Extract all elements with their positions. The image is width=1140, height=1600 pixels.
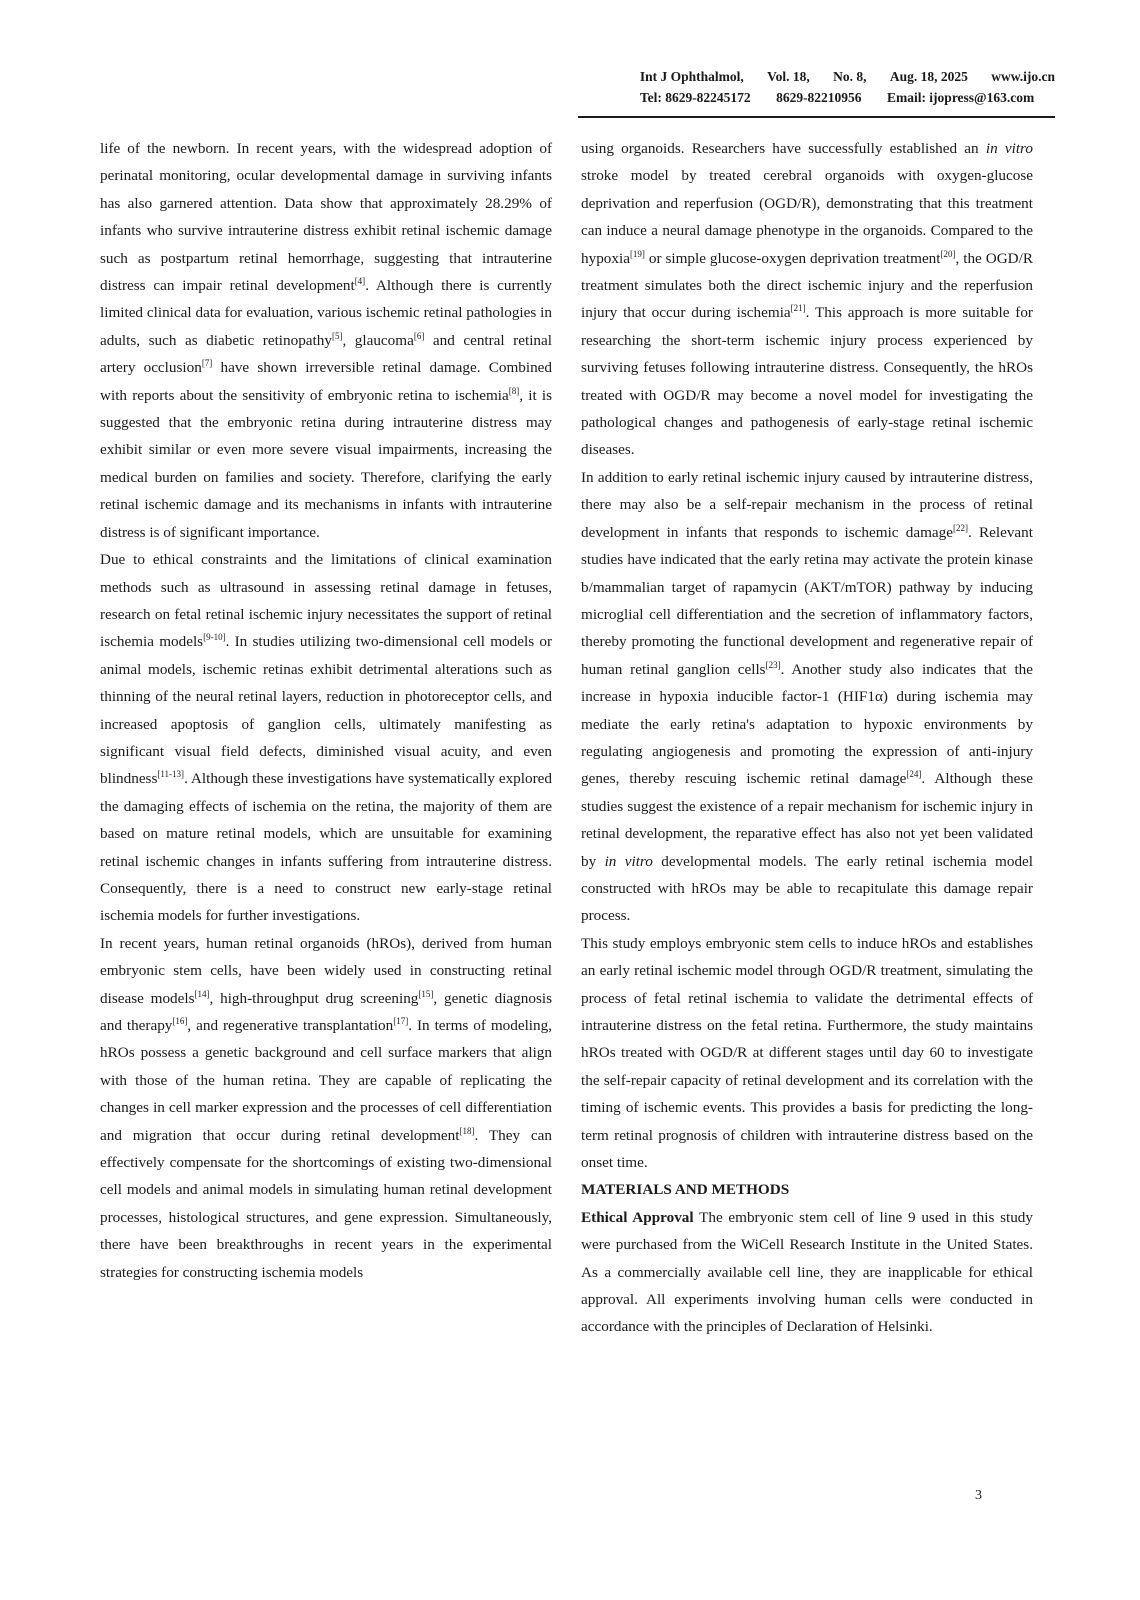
- header-contact-line: [640, 87, 1055, 108]
- text: . They can effectively compensate for the shortcomings of existing two-dimensional cell models and animal models in simulating human retinal development processes, histological structures, and gene expression. Simultaneously, there have been breakthroughs in recent years in the experimental strategies for constructing ischemia models: [100, 1126, 552, 1281]
- citation: [24]: [906, 769, 922, 780]
- text: . Although these investigations have systematically explored the damaging effects of ischemia on the retina, the majority of them are based on mature retinal models, which are unsuitable for examining retinal ischemic changes in infants suffering from intrauterine distress. Consequently, there is a need to construct new early-stage retinal ischemia models for further investigations.: [100, 770, 552, 925]
- text: In recent years, human retinal organoids (hROs), derived from human embryonic stem cells, have been widely used in constructing retinal disease models: [100, 934, 552, 1007]
- text: In addition to early retinal ischemic injury caused by intrauterine distress, there may also be a self-repair mechanism in the process of retinal development in infants that responds to ischemic damage: [581, 468, 1033, 541]
- text: . Although there is currently limited clinical data for evaluation, various ischemic retinal pathologies in adults, such as diabetic retinopathy: [100, 277, 552, 349]
- text: , and regenerative transplantation: [187, 1017, 394, 1034]
- italic-term: in vitro: [985, 140, 1033, 157]
- paragraph: [581, 1204, 1033, 1341]
- citation: [20]: [940, 248, 956, 259]
- paragraph: [100, 135, 552, 546]
- text: have shown irreversible retinal damage. Combined with reports about the sensitivity of embryonic retina to ischemia: [100, 359, 552, 404]
- subsection-heading: Ethical Approval: [581, 1208, 694, 1226]
- journal-name: Int J Ophthalmol,: [639, 69, 744, 84]
- section-heading: MATERIALS AND METHODS: [581, 1181, 790, 1199]
- citation: [18]: [459, 1125, 475, 1136]
- issue-date: Aug. 18, 2025: [889, 69, 968, 84]
- citation: [7]: [201, 358, 213, 369]
- text: life of the newborn. In recent years, with the widespread adoption of perinatal monitoring, ocular developmental damage in surviving infants has also garnered attention. Data show that approximately 28.29% of infants who survive intrauterine distress exhibit retinal ischemic damage such as postpartum retinal hemorrhage, suggesting that intrauterine distress can impair retinal development: [100, 140, 552, 295]
- text: , high-throughput drug screening: [209, 989, 419, 1007]
- paragraph: [100, 546, 552, 930]
- text: . In studies utilizing two-dimensional cell models or animal models, ischemic retinas exhibit detrimental alterations such as thinning of the neural retinal layers, reduction in photoreceptor cells, and increased apoptosis of ganglion cells, ultimately manifesting as significant visual field defects, diminished visual acuity, and even blindness: [100, 633, 552, 788]
- text: . Relevant studies have indicated that the early retina may activate the protein kinase b/mammalian target of rapamycin (AKT/mTOR) pathway by inducing microglial cell differentiation and the secretion of inflammatory factors, thereby promoting the functional development and regenerative repair of human retinal ganglion cells: [581, 523, 1033, 678]
- paragraph: [581, 135, 1033, 464]
- citation: [16]: [172, 1016, 188, 1026]
- text: or simple glucose-oxygen deprivation treatment: [644, 249, 941, 267]
- citation: [19]: [629, 248, 645, 259]
- citation: [11-13]: [157, 769, 185, 780]
- paragraph: This study employs embryonic stem cells to induce hROs and establishes an early retinal ischemic model through OGD/R treatment, simulating the process of fetal retinal ischemia to validate the detrimental effects of intrauterine distress on the fetal retina. Furthermore, the study maintains hROs treated with OGD/R at different stages until day 60 to investigate the self-repair capacity of retinal development and its correlation with the timing of ischemic events. This provides a basis for predicting the long-term retinal prognosis of children with intrauterine distress based on the onset time.: [581, 934, 1033, 1172]
- text: , glaucoma: [342, 331, 414, 349]
- citation: [21]: [790, 303, 806, 314]
- citation: [22]: [952, 522, 968, 533]
- text: and central retinal artery occlusion: [100, 331, 552, 377]
- telephone-2: 8629-82210956: [776, 90, 862, 105]
- citation: [9-10]: [203, 632, 226, 643]
- citation: [15]: [418, 988, 434, 999]
- telephone: Tel: 8629-82245172: [639, 90, 751, 105]
- left-column: [100, 135, 552, 1286]
- text: , genetic diagnosis and therapy: [100, 989, 552, 1034]
- issue: No. 8,: [833, 69, 867, 84]
- text: The embryonic stem cell of line 9 used in this study were purchased from the WiCell Research Institute in the United States. As a commercially available cell line, they are inapplicable for ethical approval. All experiments involving human cells were conducted in accordance with the principles of Declaration of Helsinki.: [581, 1208, 1033, 1336]
- page-number: 3: [975, 1488, 982, 1503]
- citation: [6]: [413, 330, 425, 341]
- text: , the OGD/R treatment simulates both the direct ischemic injury and the reperfusion injury that occur during ischemia: [581, 249, 1033, 322]
- journal-website: www.ijo.cn: [991, 69, 1055, 84]
- citation: [17]: [393, 1016, 409, 1026]
- paragraph: [100, 930, 552, 1286]
- citation: [23]: [765, 659, 781, 670]
- citation: [4]: [354, 276, 366, 287]
- right-column: [581, 135, 1033, 1341]
- text: Due to ethical constraints and the limitations of clinical examination methods such as ultrasound in assessing retinal damage in fetuses, research on fetal retinal ischemic injury necessitates the support of retinal ischemia models: [100, 551, 552, 651]
- text: stroke model by treated cerebral organoids with oxygen-glucose deprivation and reperfusion (OGD/R), demonstrating that this treatment can induce a neural damage phenotype in the organoids. Compared to the hypoxia: [581, 167, 1033, 267]
- text: , it is suggested that the embryonic retina during intrauterine distress may exhibit similar or even more severe visual impairments, increasing the medical burden on families and society. Therefore, clarifying the early retinal ischemic damage and its mechanisms in infants with intrauterine distress is of significant importance.: [100, 386, 552, 541]
- citation: [5]: [331, 330, 343, 341]
- italic-term: in vitro: [604, 852, 653, 870]
- citation: [8]: [508, 385, 520, 396]
- citation: [14]: [194, 988, 210, 999]
- running-header: [640, 66, 1055, 108]
- text: . In terms of modeling, hROs possess a genetic background and cell surface markers that align with those of the human retina. They are capable of replicating the changes in cell marker expression and the processes of cell differentiation and migration that occur during retinal development: [100, 1017, 552, 1144]
- text: . Although these studies suggest the existence of a repair mechanism for ischemic injury in retinal development, the reparative effect has also not yet been validated by: [581, 770, 1033, 870]
- text: . Another study also indicates that the increase in hypoxia inducible factor-1 (HIF1α) during ischemia may mediate the early retina's adaptation to hypoxic environments by regulating angiogenesis and promoting the expression of anti-injury genes, thereby rescuing ischemic retinal damage: [581, 660, 1033, 788]
- paragraph: [581, 464, 1033, 930]
- header-rule: [578, 116, 1055, 118]
- text: developmental models. The early retinal ischemia model constructed with hROs may be able to recapitulate this damage repair process.: [581, 852, 1033, 925]
- volume: Vol. 18,: [767, 69, 810, 84]
- text: using organoids. Researchers have successfully established an: [581, 140, 986, 157]
- text: . This approach is more suitable for researching the short-term ischemic injury process experienced by surviving fetuses following intrauterine distress. Consequently, the hROs treated with OGD/R may become a novel model for investigating the pathological changes and pathogenesis of early-stage retinal ischemic diseases.: [581, 304, 1033, 459]
- email: Email: ijopress@163.com: [886, 90, 1035, 105]
- header-journal-line: [640, 66, 1055, 87]
